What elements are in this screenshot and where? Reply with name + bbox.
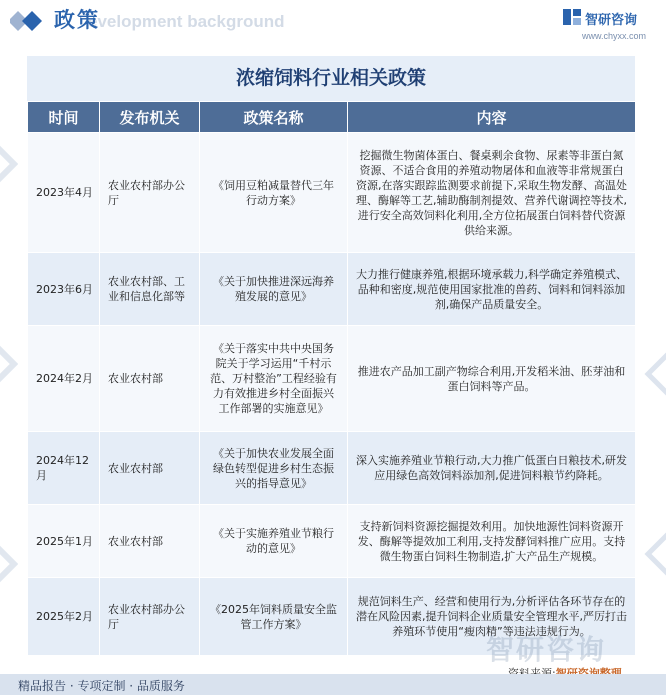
- watermark: 智研咨询: [486, 633, 607, 666]
- cell-agency: 农业农村部办公厅: [100, 133, 200, 253]
- table-title: 浓缩饲料行业相关政策: [27, 56, 635, 101]
- page-header: [0, 0, 666, 46]
- table-header-row: [28, 102, 636, 133]
- cell-policy-name: 《关于加快推进深远海养殖发展的意见》: [200, 253, 348, 326]
- side-decoration-right-icon: [642, 330, 666, 630]
- column-header-policy-name: 政策名称: [200, 102, 348, 133]
- cell-policy-name: 《关于加快农业发展全面绿色转型促进乡村生态振兴的指导意见》: [200, 432, 348, 505]
- table-row: [28, 505, 636, 578]
- column-header-agency: 发布机关: [100, 102, 200, 133]
- policy-table: [27, 101, 636, 656]
- cell-time: 2025年2月: [28, 578, 100, 656]
- cell-content: 挖掘微生物菌体蛋白、餐桌剩余食物、尿素等非蛋白氮资源、不适合食用的养殖动物屠体和血液等非常规蛋白资源,在落实跟踪监测要求前提下,采取生物发酵、高温处理、酶解等工艺,辅助酶制剂提效、营养代谢调控等技术,进行安全高效饲料化利用,全方位拓展蛋白饲料替代资源供给来源。: [348, 133, 636, 253]
- cell-content: 规范饲料生产、经营和使用行为,分析评估各环节存在的潜在风险因素,提升饲料企业质量安全管理水平,严厉打击养殖环节使用“瘦肉精”等违法违规行为。: [348, 578, 636, 656]
- cell-agency: 农业农村部、工业和信息化部等: [100, 253, 200, 326]
- cell-content: 支持新饲料资源挖掘提效利用。加快地源性饲料资源开发、酶解等提效加工利用,支持发酵饲料推广应用。支持微生物蛋白饲料生物制造,扩大产品生产规模。: [348, 505, 636, 578]
- footer-tagline: 精品报告 · 专项定制 · 品质服务: [18, 679, 185, 693]
- table-row: [28, 326, 636, 432]
- cell-policy-name: 《2025年饲料质量安全监管工作方案》: [200, 578, 348, 656]
- cell-agency: 农业农村部: [100, 505, 200, 578]
- cell-time: 2024年2月: [28, 326, 100, 432]
- page-footer: [0, 674, 666, 695]
- cell-content: 推进农产品加工副产物综合利用,开发稻米油、胚芽油和蛋白饲料等产品。: [348, 326, 636, 432]
- brand-logo-icon: [562, 8, 582, 26]
- cell-time: 2024年12月: [28, 432, 100, 505]
- cell-policy-name: 《关于落实中共中央国务院关于学习运用“千村示范、万村整治”工程经验有力有效推进乡村全面振兴工作部署的实施意见》: [200, 326, 348, 432]
- side-decoration-icon: [0, 100, 18, 660]
- table-row: [28, 432, 636, 505]
- column-header-time: 时间: [28, 102, 100, 133]
- background-word: evelopment background: [88, 12, 285, 31]
- brand-url[interactable]: www.chyxx.com: [582, 31, 647, 41]
- cell-policy-name: 《关于实施养殖业节粮行动的意见》: [200, 505, 348, 578]
- cell-content: 深入实施养殖业节粮行动,大力推广低蛋白日粮技术,研发应用绿色高效饲料添加剂,促进饲料粮节约降耗。: [348, 432, 636, 505]
- diamond-icon: [10, 10, 50, 32]
- column-header-content: 内容: [348, 102, 636, 133]
- cell-agency: 农业农村部: [100, 326, 200, 432]
- table-row: [28, 133, 636, 253]
- table-row: [28, 253, 636, 326]
- cell-time: 2023年4月: [28, 133, 100, 253]
- cell-time: 2023年6月: [28, 253, 100, 326]
- cell-agency: 农业农村部: [100, 432, 200, 505]
- cell-policy-name: 《饲用豆粕减量替代三年行动方案》: [200, 133, 348, 253]
- page-title: 政策: [54, 8, 100, 32]
- cell-agency: 农业农村部办公厅: [100, 578, 200, 656]
- brand-name: 智研咨询: [585, 13, 638, 28]
- cell-time: 2025年1月: [28, 505, 100, 578]
- cell-content: 大力推行健康养殖,根据环境承载力,科学确定养殖模式、品种和密度,规范使用国家批准的兽药、饲料和饲料添加剂,确保产品质量安全。: [348, 253, 636, 326]
